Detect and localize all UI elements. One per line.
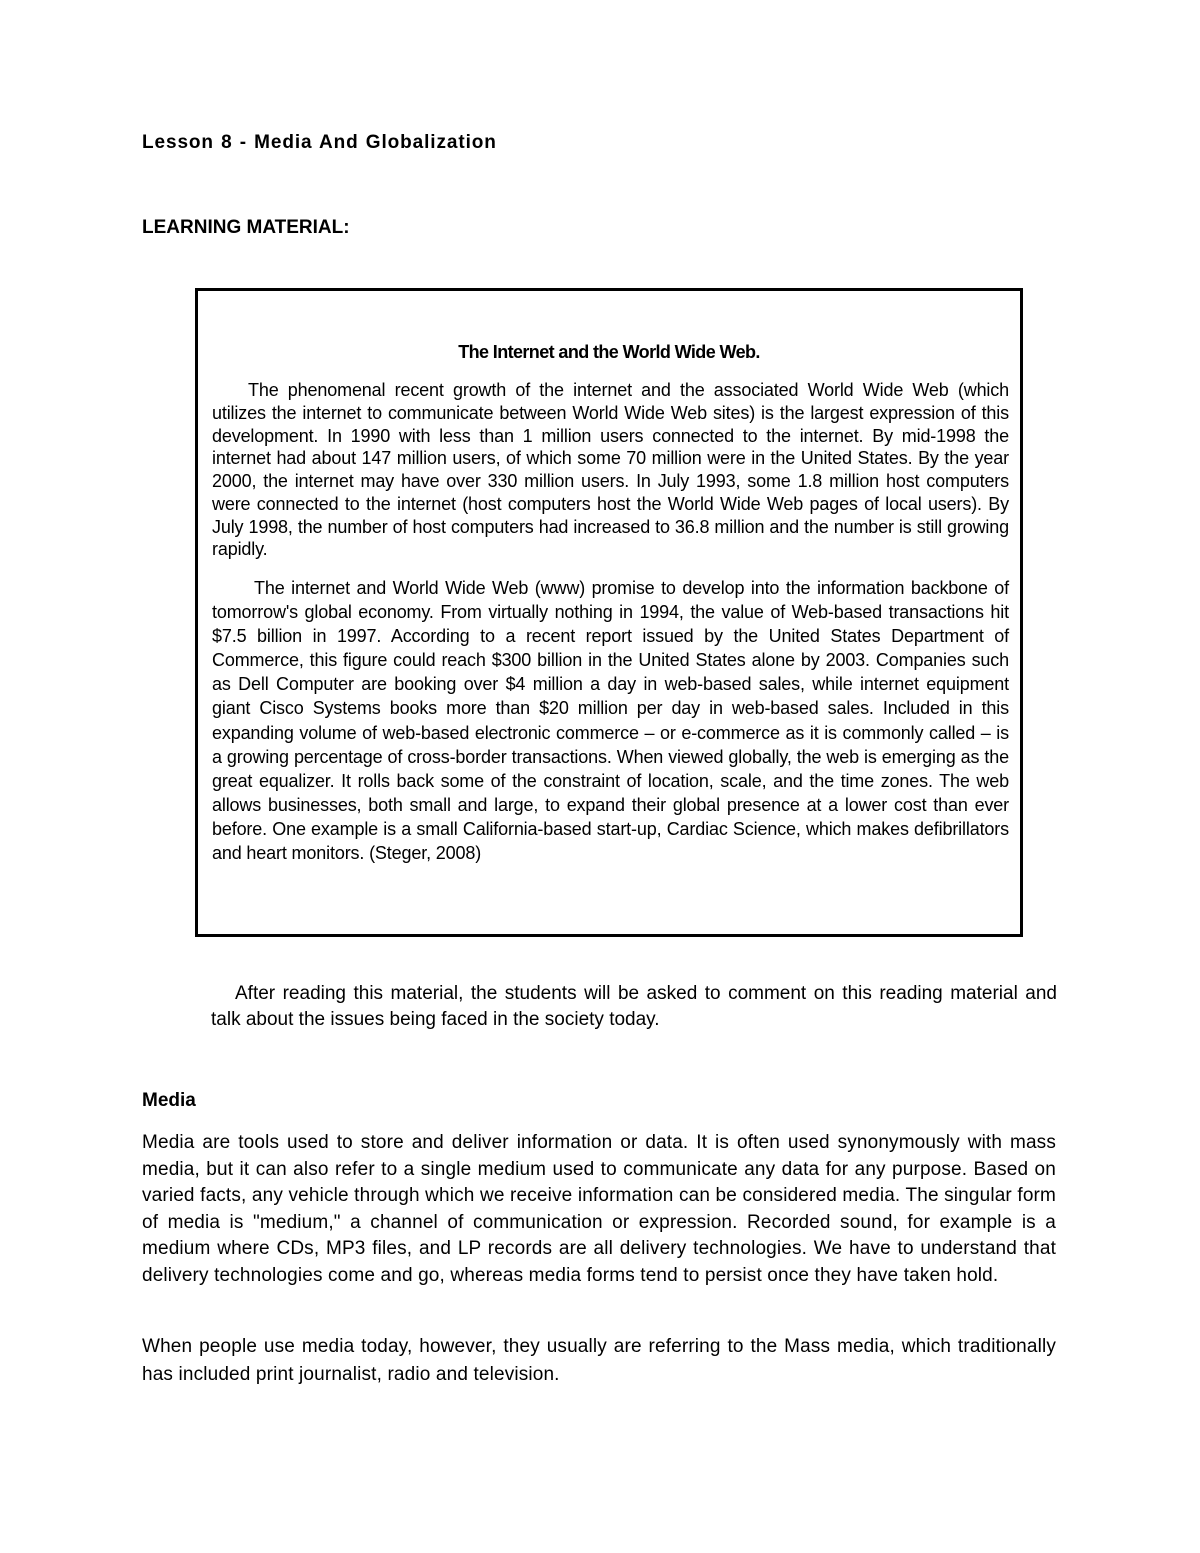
media-definition-paragraph: Media are tools used to store and deliver information or data. It is often used synonymously with mass media, but it can also refer to a single medium used to communicate any data for any purpose. Based on varied facts, any vehicle through which we receive information can be considered media. The singular form of media is "medium," a channel of communication or expression. Recorded sound, for example is a medium where CDs, MP3 files, and LP records are all delivery technologies. We have to understand that delivery technologies come and go, whereas media forms tend to persist once they have taken hold. <box>142 1132 1056 1286</box>
lesson-title: Lesson 8 - Media And Globalization <box>142 132 497 153</box>
media-section-heading: Media <box>142 1090 196 1111</box>
mass-media-paragraph: When people use media today, however, they usually are referring to the Mass media, which traditionally has included print journalist, radio and television. <box>142 1336 1056 1385</box>
learning-material-label: LEARNING MATERIAL: <box>142 217 350 238</box>
reading-material-box <box>195 288 1023 937</box>
reading-box-title: The Internet and the World Wide Web. <box>458 342 760 362</box>
reading-box-paragraph-internet-growth: The phenomenal recent growth of the internet and the associated World Wide Web (which utilizes the internet to communicate between World Wide Web sites) is the largest expression of this development. In 1990 with less than 1 million users connected to the internet. By mid-1998 the internet had about 147 million users, of which some 70 million were in the United States. By the year 2000, the internet may have over 330 million users. In July 1993, some 1.8 million host computers were connected to the internet (host computers host the World Wide Web pages of local users). By July 1998, the number of host computers had increased to 36.8 million and the number is still growing rapidly. <box>212 380 1009 560</box>
after-reading-instructions: After reading this material, the students will be asked to comment on this reading material and talk about the issues being faced in the society today. <box>211 983 1057 1030</box>
reading-box-paragraph-ecommerce: The internet and World Wide Web (www) promise to develop into the information backbone of tomorrow's global economy. From virtually nothing in 1994, the value of Web-based transactions hit $7.5 billion in 1997. According to a recent report issued by the United States Department of Commerce, this figure could reach $300 billion in the United States alone by 2003. Companies such as Dell Computer are booking over $4 million a day in web-based sales, while internet equipment giant Cisco Systems books more than $20 million per day in web-based sales. Included in this expanding volume of web-based electronic commerce – or e-commerce as it is commonly called – is a growing percentage of cross-border transactions. When viewed globally, the web is emerging as the great equalizer. It rolls back some of the constraint of location, scale, and the time zones. The web allows businesses, both small and large, to expand their global presence at a lower cost than ever before. One example is a small California-based start-up, Cardiac Science, which makes defibrillators and heart monitors. (Steger, 2008) <box>212 578 1009 864</box>
